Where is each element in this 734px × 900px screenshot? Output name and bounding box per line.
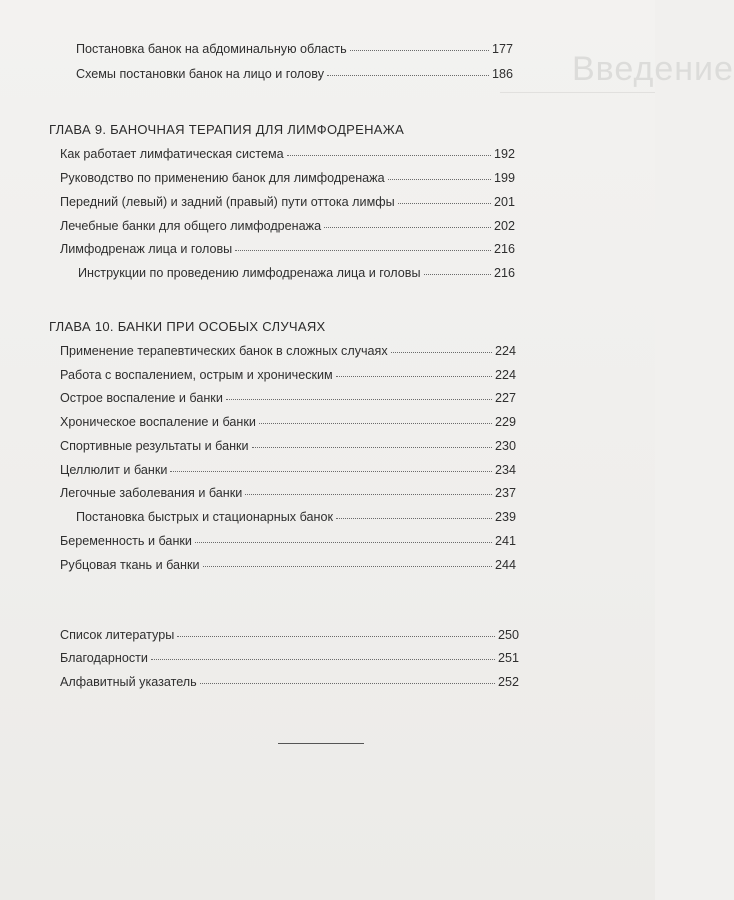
- toc-entry-page: 216: [493, 242, 515, 256]
- toc-entry[interactable]: [60, 194, 515, 210]
- toc-entry-title: Схемы постановки банок на лицо и голову: [76, 67, 325, 81]
- toc-leader-dots: [336, 517, 492, 519]
- toc-entry-title: Список литературы: [60, 628, 175, 642]
- toc-entry-page: 216: [493, 266, 515, 280]
- toc-entry-page: 199: [493, 171, 515, 185]
- toc-entry[interactable]: [60, 533, 516, 549]
- toc-entry-title: Применение терапевтических банок в сложных случаях: [60, 344, 388, 358]
- toc-entry[interactable]: [78, 265, 515, 281]
- chapter-heading-9: ГЛАВА 9. БАНОЧНАЯ ТЕРАПИЯ ДЛЯ ЛИМФОДРЕНАЖА: [49, 122, 405, 137]
- toc-entry-page: 241: [494, 534, 516, 548]
- toc-entry-page: 192: [493, 147, 515, 161]
- toc-entry-title: Постановка быстрых и стационарных банок: [76, 510, 333, 524]
- toc-entry-page: 229: [494, 415, 516, 429]
- toc-entry[interactable]: [60, 557, 516, 573]
- end-rule: [278, 743, 364, 744]
- bleed-through-line: [500, 92, 655, 93]
- toc-entry[interactable]: [60, 241, 515, 257]
- toc-leader-dots: [252, 446, 492, 448]
- toc-leader-dots: [177, 635, 495, 637]
- toc-entry[interactable]: [60, 627, 519, 643]
- toc-entry[interactable]: [60, 170, 515, 186]
- toc-leader-dots: [424, 273, 491, 275]
- toc-entry-title: Алфавитный указатель: [60, 675, 197, 689]
- toc-entry-title: Острое воспаление и банки: [60, 391, 223, 405]
- toc-entry[interactable]: [60, 414, 516, 430]
- toc-leader-dots: [170, 470, 492, 472]
- toc-entry-title: Руководство по применению банок для лимфодренажа: [60, 171, 385, 185]
- toc-entry-page: 224: [494, 368, 516, 382]
- toc-entry-title: Лимфодренаж лица и головы: [60, 242, 233, 256]
- toc-entry[interactable]: [60, 218, 515, 234]
- toc-entry[interactable]: [60, 674, 519, 690]
- toc-entry[interactable]: [60, 438, 516, 454]
- toc-entry-page: 251: [497, 651, 519, 665]
- toc-entry-page: 202: [493, 219, 515, 233]
- toc-entry[interactable]: [60, 146, 515, 162]
- toc-entry-title: Как работает лимфатическая система: [60, 147, 284, 161]
- toc-leader-dots: [200, 682, 495, 684]
- toc-leader-dots: [245, 493, 492, 495]
- toc-leader-dots: [195, 541, 492, 543]
- toc-entry[interactable]: [60, 485, 516, 501]
- toc-entry-page: 201: [493, 195, 515, 209]
- toc-leader-dots: [151, 658, 495, 660]
- toc-leader-dots: [350, 49, 489, 51]
- toc-entry[interactable]: [60, 367, 516, 383]
- toc-entry-page: 224: [494, 344, 516, 358]
- toc-entry-page: 186: [491, 67, 513, 81]
- toc-entry-page: 250: [497, 628, 519, 642]
- toc-entry-page: 230: [494, 439, 516, 453]
- toc-entry-title: Рубцовая ткань и банки: [60, 558, 200, 572]
- toc-entry-title: Беременность и банки: [60, 534, 192, 548]
- toc-entry-title: Спортивные результаты и банки: [60, 439, 249, 453]
- toc-leader-dots: [259, 422, 492, 424]
- toc-leader-dots: [336, 375, 492, 377]
- toc-entry-page: 244: [494, 558, 516, 572]
- toc-entry-title: Работа с воспалением, острым и хроническим: [60, 368, 333, 382]
- toc-entry-page: 237: [494, 486, 516, 500]
- toc-entry-title: Легочные заболевания и банки: [60, 486, 243, 500]
- toc-entry-title: Благодарности: [60, 651, 148, 665]
- toc-leader-dots: [226, 398, 492, 400]
- toc-entry-page: 234: [494, 463, 516, 477]
- bleed-through-text: Введение: [572, 50, 734, 88]
- toc-entry-title: Передний (левый) и задний (правый) пути оттока лимфы: [60, 195, 395, 209]
- toc-entry-page: 252: [497, 675, 519, 689]
- toc-leader-dots: [287, 154, 491, 156]
- toc-entry[interactable]: [60, 650, 519, 666]
- toc-entry[interactable]: [76, 509, 516, 525]
- toc-entry[interactable]: [76, 41, 513, 57]
- toc-leader-dots: [398, 202, 491, 204]
- toc-entry-page: 239: [494, 510, 516, 524]
- toc-entry-title: Инструкции по проведению лимфодренажа лица и головы: [78, 266, 421, 280]
- toc-leader-dots: [391, 351, 492, 353]
- toc-entry[interactable]: [76, 66, 513, 82]
- chapter-heading-10: ГЛАВА 10. БАНКИ ПРИ ОСОБЫХ СЛУЧАЯХ: [49, 319, 326, 334]
- toc-leader-dots: [327, 74, 489, 76]
- toc-entry-page: 227: [494, 391, 516, 405]
- toc-entry[interactable]: [60, 390, 516, 406]
- toc-entry-title: Целлюлит и банки: [60, 463, 168, 477]
- toc-leader-dots: [203, 565, 492, 567]
- toc-entry-page: 177: [491, 42, 513, 56]
- toc-entry-title: Лечебные банки для общего лимфодренажа: [60, 219, 322, 233]
- toc-entry-title: Хроническое воспаление и банки: [60, 415, 256, 429]
- toc-entry-title: Постановка банок на абдоминальную область: [76, 42, 347, 56]
- toc-entry[interactable]: [60, 343, 516, 359]
- toc-entry[interactable]: [60, 462, 516, 478]
- toc-leader-dots: [235, 249, 491, 251]
- toc-leader-dots: [388, 178, 491, 180]
- toc-leader-dots: [324, 226, 491, 228]
